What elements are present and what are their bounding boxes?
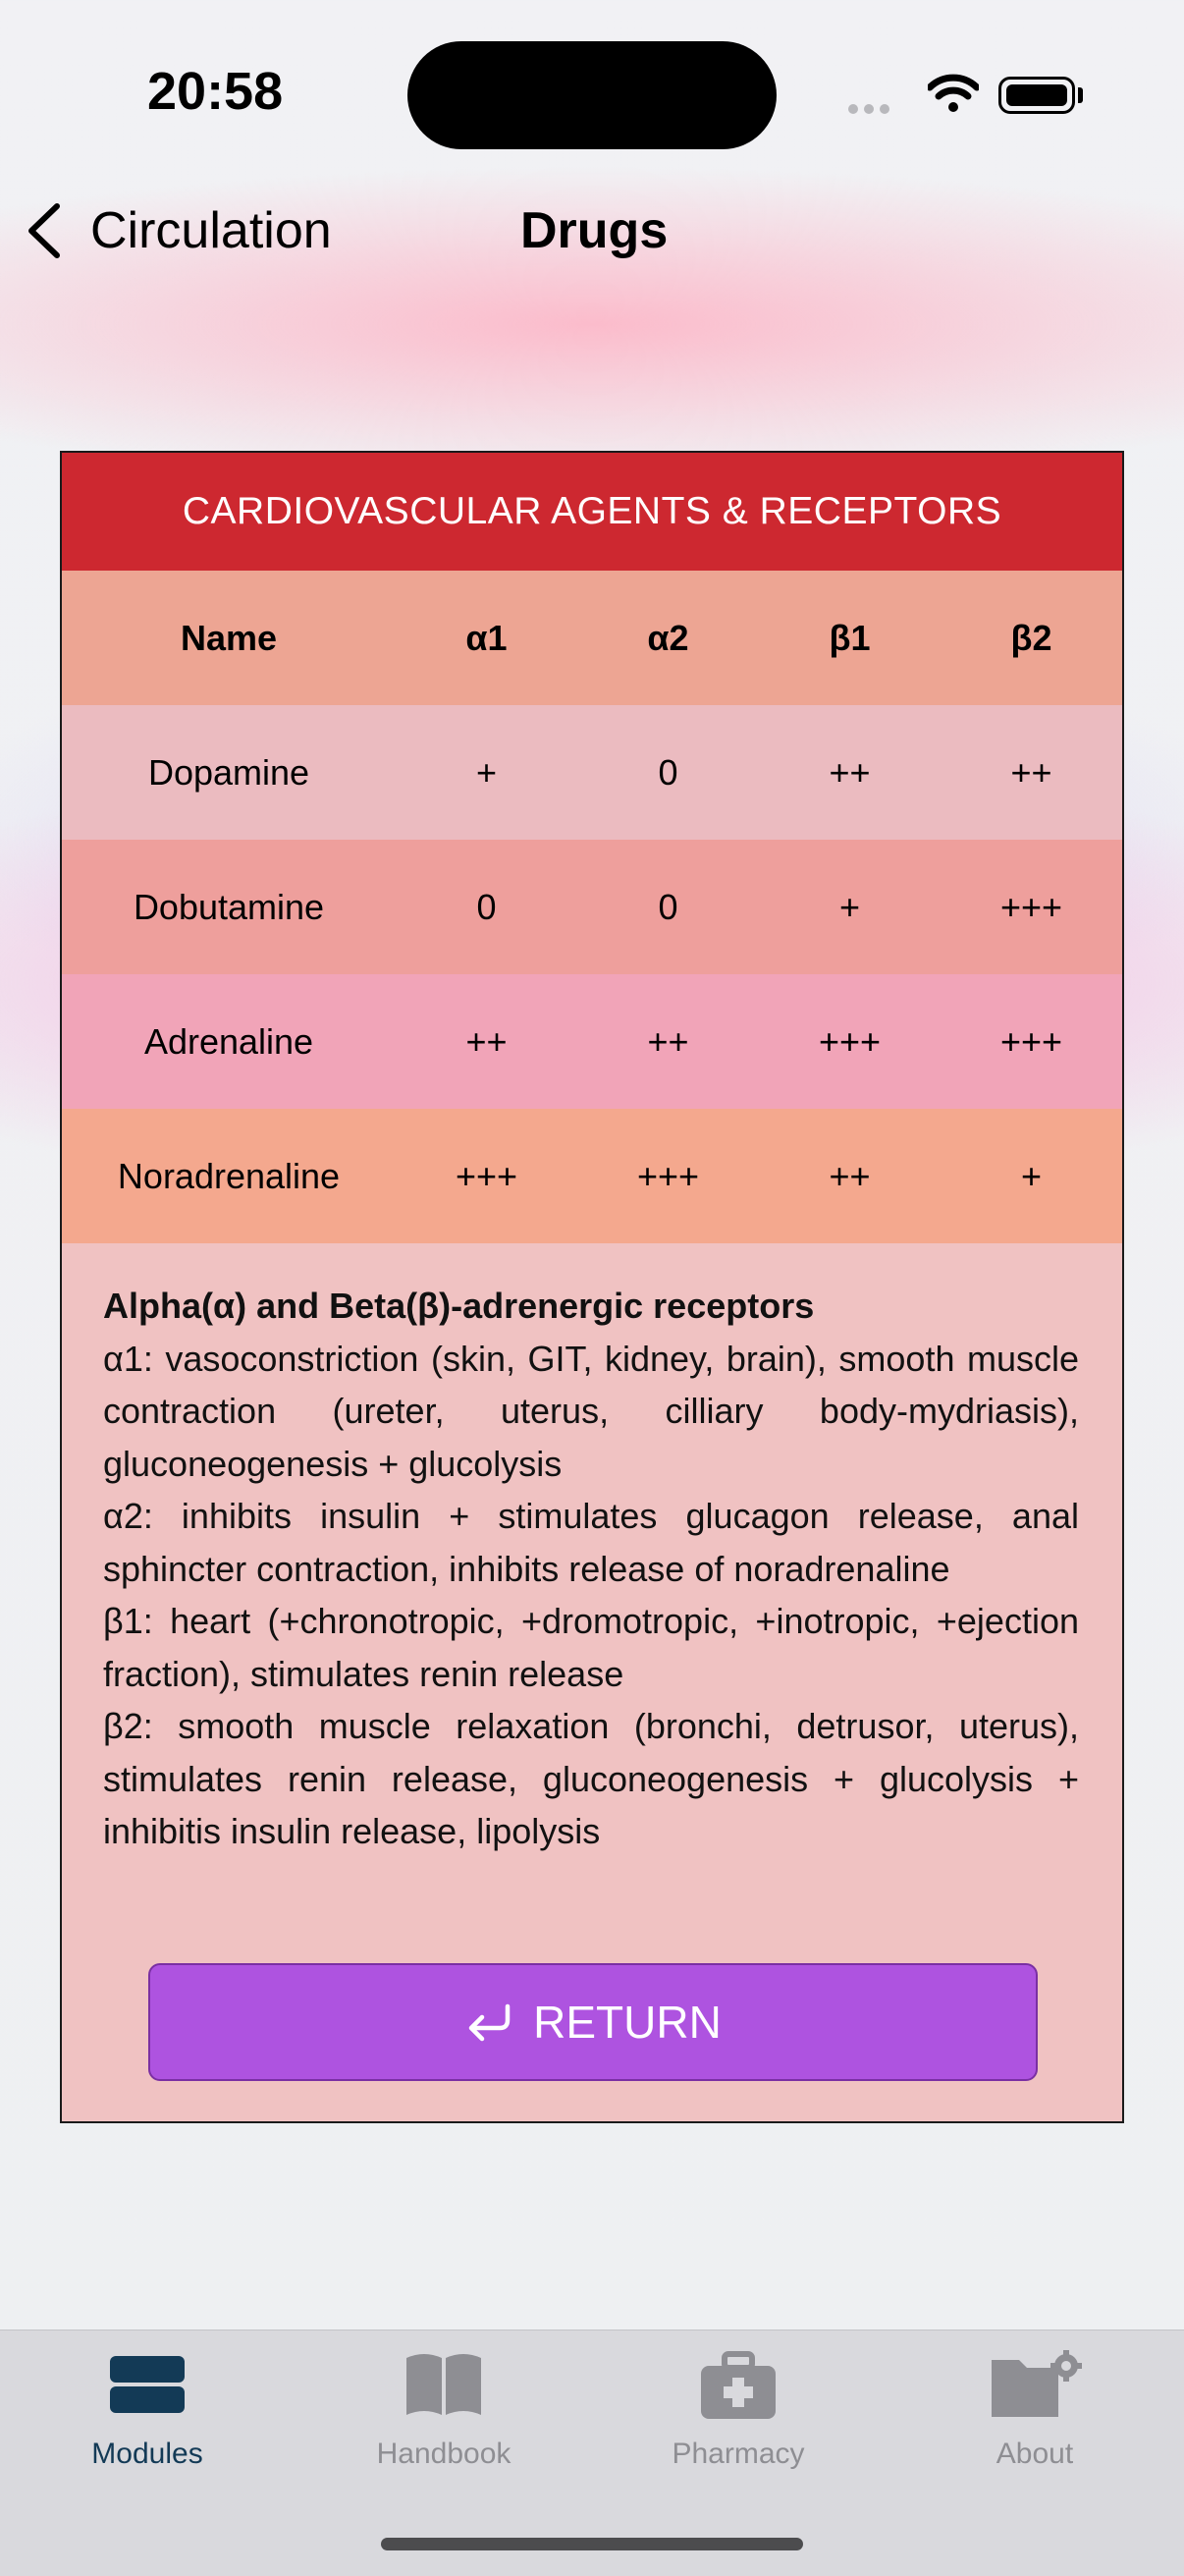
tab-modules[interactable] bbox=[0, 2330, 295, 2527]
column-header: Name bbox=[180, 617, 278, 658]
receptor-description bbox=[103, 1280, 1079, 1858]
table-cell: + bbox=[838, 886, 861, 927]
receptor-card bbox=[60, 451, 1124, 2123]
table-cell: +++ bbox=[999, 1020, 1063, 1062]
table-cell: 0 bbox=[658, 886, 678, 927]
table-cell: ++ bbox=[1010, 751, 1052, 793]
folder-gear-icon bbox=[988, 2350, 1082, 2421]
home-indicator[interactable] bbox=[381, 2538, 803, 2550]
table-row bbox=[62, 1109, 1122, 1243]
page-title: Drugs bbox=[520, 202, 669, 259]
modules-icon bbox=[108, 2350, 187, 2419]
cellular-signal-icon bbox=[848, 101, 909, 115]
table-cell: 0 bbox=[476, 886, 497, 927]
return-arrow-icon bbox=[464, 2001, 515, 2044]
table-cell: ++ bbox=[829, 751, 871, 793]
tab-label: Handbook bbox=[376, 2438, 511, 2470]
table-row bbox=[62, 705, 1122, 840]
table-cell: +++ bbox=[999, 886, 1063, 927]
table-cell: + bbox=[475, 751, 498, 793]
table-cell: ++ bbox=[829, 1155, 871, 1196]
return-button[interactable] bbox=[148, 1963, 1038, 2081]
table-cell: ++ bbox=[647, 1020, 689, 1062]
return-label: RETURN bbox=[533, 1997, 722, 2048]
table-header-row bbox=[62, 571, 1122, 705]
tab-label: About bbox=[996, 2438, 1074, 2470]
chevron-left-icon[interactable] bbox=[22, 200, 65, 261]
table-cell: +++ bbox=[818, 1020, 882, 1062]
status-time: 20:58 bbox=[147, 62, 284, 121]
table-cell: +++ bbox=[455, 1155, 518, 1196]
description-beta1: β1: heart (+chronotropic, +dromotropic, +inotropic, +ejection fraction), stimulates renin release bbox=[103, 1601, 1079, 1694]
back-button[interactable]: Circulation bbox=[90, 202, 332, 259]
drug-name: Dobutamine bbox=[133, 886, 325, 927]
drug-name: Noradrenaline bbox=[117, 1155, 341, 1196]
description-alpha1: α1: vasoconstriction (skin, GIT, kidney, brain), smooth muscle contraction (ureter, uterus, cilliary body-mydriasis), gluconeogenesis + glucolysis bbox=[103, 1338, 1079, 1484]
drug-name: Adrenaline bbox=[143, 1020, 314, 1062]
column-header: α2 bbox=[647, 617, 689, 658]
table-row bbox=[62, 840, 1122, 974]
column-header: α1 bbox=[465, 617, 508, 658]
description-beta2: β2: smooth muscle relaxation (bronchi, detrusor, uterus), stimulates renin release, gluconeogenesis + glucolysis + inhibitis insulin release, lipolysis bbox=[103, 1706, 1079, 1851]
table-cell: ++ bbox=[465, 1020, 508, 1062]
description-heading: Alpha(α) and Beta(β)-adrenergic receptors bbox=[103, 1286, 815, 1326]
tab-label: Pharmacy bbox=[672, 2438, 805, 2470]
column-header: β1 bbox=[829, 617, 871, 658]
table-cell: +++ bbox=[636, 1155, 700, 1196]
tab-pharmacy[interactable] bbox=[591, 2330, 886, 2527]
medkit-icon bbox=[697, 2350, 780, 2421]
battery-nub bbox=[1078, 87, 1083, 103]
dynamic-island bbox=[407, 41, 777, 149]
card-title: CARDIOVASCULAR AGENTS & RECEPTORS bbox=[62, 453, 1122, 571]
column-header: β2 bbox=[1010, 617, 1052, 658]
wifi-icon bbox=[928, 74, 979, 113]
tab-about[interactable] bbox=[888, 2330, 1182, 2527]
table-cell: + bbox=[1020, 1155, 1043, 1196]
table-row bbox=[62, 974, 1122, 1109]
book-icon bbox=[403, 2350, 485, 2419]
drug-name: Dopamine bbox=[147, 751, 310, 793]
description-alpha2: α2: inhibits insulin + stimulates glucagon release, anal sphincter contraction, inhibits release of noradrenaline bbox=[103, 1496, 1079, 1589]
tab-handbook[interactable] bbox=[296, 2330, 591, 2527]
battery-icon bbox=[998, 77, 1075, 114]
tab-label: Modules bbox=[91, 2438, 203, 2470]
table-cell: 0 bbox=[658, 751, 678, 793]
